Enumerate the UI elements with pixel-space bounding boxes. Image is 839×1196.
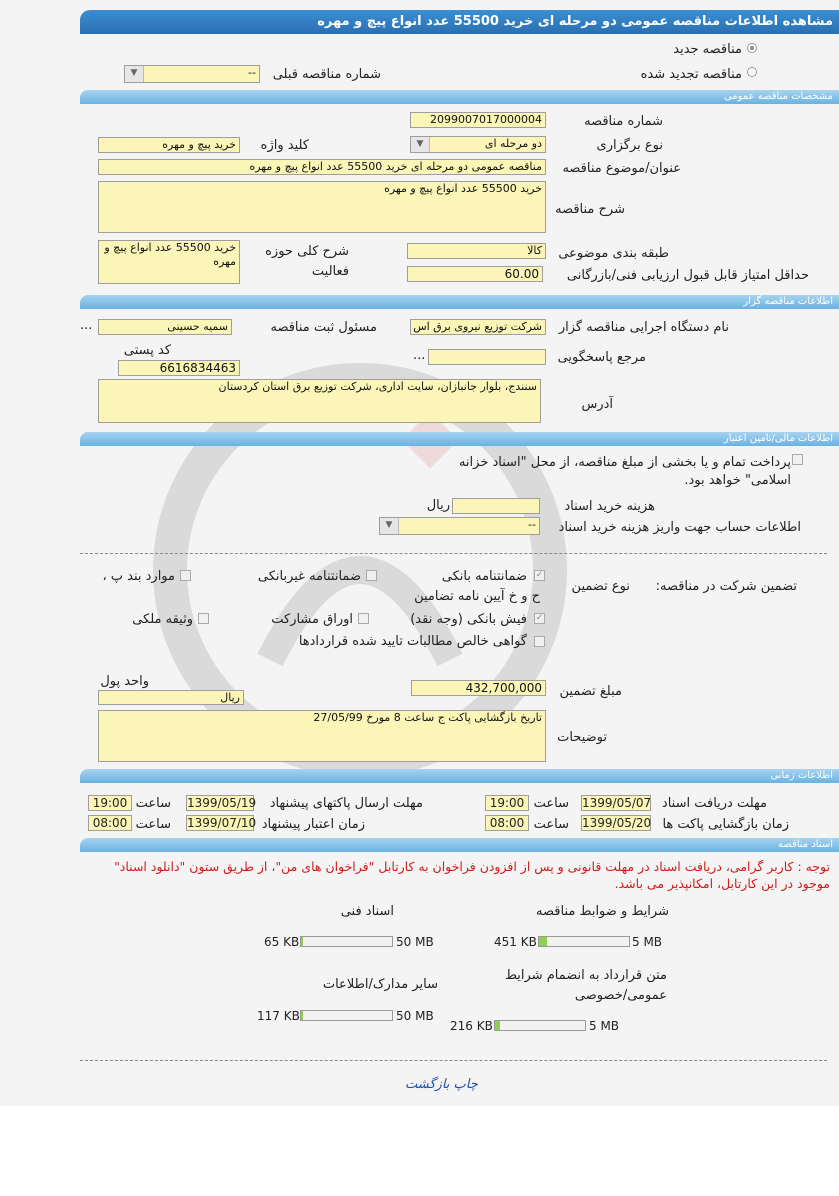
bonds-checkbox[interactable] bbox=[358, 613, 369, 624]
ref-field[interactable] bbox=[428, 349, 546, 365]
section-general: مشخصات مناقصه عمومی bbox=[80, 90, 839, 104]
amount-label: مبلغ تضمین bbox=[559, 684, 622, 699]
claims-label: گواهی خالص مطالبات تایید شده قراردادها bbox=[298, 634, 527, 649]
validity-hour-label: ساعت bbox=[135, 817, 171, 832]
guarantee-rules-label: ح و خ آیین نامه تضامین bbox=[414, 589, 540, 604]
bonds-label: اوراق مشارکت bbox=[271, 612, 353, 627]
guarantee-label: تضمین شرکت در مناقصه: bbox=[655, 579, 797, 594]
treasury-text: پرداخت تمام و یا بخشی از مبلغ مناقصه، از محل "اسناد خزانه اسلامی" خواهد بود. bbox=[458, 455, 791, 488]
doc-terms-progress-fill bbox=[539, 937, 547, 946]
opening-label: زمان بازگشایی پاکت ها bbox=[662, 817, 789, 832]
bank-guarantee-checkbox[interactable]: ✓ bbox=[535, 570, 544, 580]
radio-renewed-label: مناقصه تجدید شده bbox=[640, 67, 742, 82]
doc-technical-size: 65 KB bbox=[264, 935, 300, 949]
chevron-down-icon: ▼ bbox=[125, 66, 144, 82]
send-date-field[interactable]: 1399/05/19 bbox=[187, 796, 257, 810]
notes-field[interactable]: تاریخ بازگشایی پاکت ج ساعت 8 مورخ 27/05/99 bbox=[98, 710, 546, 762]
chevron-down-icon: ▼ bbox=[380, 518, 399, 534]
opening-date-field[interactable]: 1399/05/20 bbox=[582, 816, 652, 830]
receive-date-field[interactable]: 1399/05/07 bbox=[582, 796, 652, 810]
page-title: مشاهده اطلاعات مناقصه عمومی دو مرحله ای خرید 55500 عدد انواع پیچ و مهره bbox=[80, 10, 839, 34]
description-label: شرح مناقصه bbox=[555, 202, 625, 217]
nonbank-guarantee-label: ضمانتنامه غیربانکی bbox=[257, 569, 361, 584]
prev-tender-select[interactable] bbox=[124, 65, 260, 83]
opening-hour-label: ساعت bbox=[533, 817, 569, 832]
address-field[interactable]: سنندج، بلوار جانبازان، سایت اداری، شرکت توزیع برق استان کردستان bbox=[98, 379, 541, 423]
keyword-field[interactable]: خرید پیچ و مهره bbox=[98, 137, 240, 153]
postal-field[interactable]: 6616834463 bbox=[118, 360, 240, 376]
registrar-more-link[interactable]: ... bbox=[80, 318, 93, 333]
doc-contract-size: 216 KB bbox=[450, 1019, 493, 1033]
registrar-label: مسئول ثبت مناقصه bbox=[270, 320, 377, 335]
currency-unit-label: واحد پول bbox=[100, 674, 149, 689]
validity-time-field[interactable]: 08:00 bbox=[88, 815, 132, 831]
section-finance: اطلاعات مالی/تامین اعتبار bbox=[80, 432, 839, 446]
divider bbox=[80, 553, 827, 554]
address-label: آدرس bbox=[581, 397, 613, 412]
category-field[interactable]: کالا bbox=[407, 243, 546, 259]
send-deadline-label: مهلت ارسال پاکتهای پیشنهاد bbox=[269, 796, 423, 811]
category-label: طبقه بندی موضوعی bbox=[558, 246, 669, 261]
doc-technical-progress-fill bbox=[301, 937, 303, 946]
account-label: اطلاعات حساب جهت واریز هزینه خرید اسناد bbox=[558, 520, 801, 535]
other-cases-checkbox[interactable] bbox=[180, 570, 191, 581]
bank-guarantee-label: ضمانتنامه بانکی bbox=[441, 569, 527, 584]
other-cases-label: موارد بند پ ، bbox=[102, 569, 175, 584]
cash-checkbox[interactable]: ✓ bbox=[535, 613, 544, 623]
description-field[interactable]: خرید 55500 عدد انواع پیچ و مهره bbox=[98, 181, 546, 233]
receive-deadline-label: مهلت دریافت اسناد bbox=[661, 796, 767, 811]
doc-technical-max: 50 MB bbox=[396, 935, 434, 949]
tender-type-value: دو مرحله ای bbox=[484, 137, 542, 150]
prev-tender-label: شماره مناقصه قبلی bbox=[272, 67, 381, 82]
org-label: نام دستگاه اجرایی مناقصه گزار bbox=[558, 320, 729, 335]
doc-other-size: 117 KB bbox=[257, 1009, 300, 1023]
tender-type-label: نوع برگزاری bbox=[596, 138, 663, 153]
ref-label: مرجع پاسخگویی bbox=[557, 350, 646, 365]
send-time-field[interactable]: 19:00 bbox=[88, 795, 132, 811]
nonbank-guarantee-checkbox[interactable] bbox=[366, 570, 377, 581]
treasury-checkbox[interactable] bbox=[792, 454, 803, 465]
subject-label: عنوان/موضوع مناقصه bbox=[562, 161, 681, 176]
validity-label: زمان اعتبار پیشنهاد bbox=[261, 817, 365, 832]
chevron-down-icon: ▼ bbox=[411, 137, 430, 152]
doc-technical-progress bbox=[300, 936, 393, 947]
doc-contract-max: 5 MB bbox=[589, 1019, 620, 1033]
account-select[interactable] bbox=[379, 517, 540, 535]
prev-tender-value: -- bbox=[248, 66, 256, 79]
doc-fee-field[interactable] bbox=[452, 498, 540, 514]
guarantee-type-label: نوع تضمین bbox=[571, 579, 630, 594]
doc-other-label: سایر مدارک/اطلاعات bbox=[322, 977, 438, 992]
print-back-link[interactable]: چاپ بازگشت bbox=[405, 1077, 478, 1092]
doc-fee-label: هزینه خرید اسناد bbox=[564, 499, 655, 514]
tender-type-select[interactable] bbox=[410, 136, 546, 153]
validity-date-field[interactable]: 1399/07/10 bbox=[187, 816, 257, 830]
tender-number-label: شماره مناقصه bbox=[584, 114, 663, 129]
subject-field[interactable]: مناقصه عمومی دو مرحله ای خرید 55500 عدد انواع پیچ و مهره bbox=[98, 159, 546, 175]
opening-time-field[interactable]: 08:00 bbox=[485, 815, 529, 831]
property-checkbox[interactable] bbox=[198, 613, 209, 624]
radio-renewed[interactable] bbox=[747, 67, 757, 77]
radio-new[interactable] bbox=[747, 43, 757, 53]
tender-number-field[interactable]: 2099007017000004 bbox=[410, 112, 546, 128]
documents-note: توجه : کاربر گرامی، دریافت اسناد در مهلت قانونی و پس از افزودن فراخوان به کارتابل "فراخوان های من"، از طریق ستون "دانلود اسناد" موجود در این کارتابل، امکانپذیر می باشد. bbox=[114, 859, 830, 891]
divider bbox=[80, 1060, 827, 1061]
section-documents: اسناد مناقصه bbox=[80, 838, 839, 852]
registrar-field[interactable]: سمیه حسینی bbox=[98, 319, 232, 335]
doc-contract-progress bbox=[494, 1020, 586, 1031]
doc-terms-size: 451 KB bbox=[494, 935, 537, 949]
receive-hour-label: ساعت bbox=[533, 796, 569, 811]
cash-label: فیش بانکی (وجه نقد) bbox=[410, 612, 527, 627]
section-organizer: اطلاعات مناقصه گزار bbox=[80, 295, 839, 309]
receive-time-field[interactable]: 19:00 bbox=[485, 795, 529, 811]
radio-new-label: مناقصه جدید bbox=[673, 42, 742, 57]
section-timing: اطلاعات زمانی bbox=[80, 769, 839, 783]
notes-label: توضیحات bbox=[557, 730, 607, 745]
postal-label: کد پستی bbox=[123, 343, 171, 358]
doc-other-max: 50 MB bbox=[396, 1009, 434, 1023]
ref-more-link[interactable]: ... bbox=[413, 348, 426, 363]
scope-label: شرح کلی حوزه فعالیت bbox=[265, 244, 349, 279]
doc-other-progress bbox=[300, 1010, 393, 1021]
doc-contract-progress-fill bbox=[495, 1021, 500, 1030]
keyword-label: کلید واژه bbox=[260, 138, 309, 153]
send-hour-label: ساعت bbox=[135, 796, 171, 811]
doc-terms-progress bbox=[538, 936, 630, 947]
doc-terms-label: شرایط و ضوابط مناقصه bbox=[536, 904, 669, 919]
doc-other-progress-fill bbox=[301, 1011, 303, 1020]
scope-field[interactable]: خرید 55500 عدد انواع پیچ و مهره bbox=[98, 240, 240, 284]
doc-terms-max: 5 MB bbox=[632, 935, 663, 949]
claims-checkbox[interactable] bbox=[534, 636, 545, 647]
currency-unit-field[interactable]: ریال bbox=[98, 690, 244, 705]
min-score-field[interactable]: 60.00 bbox=[407, 266, 543, 282]
org-field[interactable]: شرکت توزیع نیروی برق اس bbox=[410, 319, 546, 335]
account-value: -- bbox=[528, 518, 536, 531]
property-label: وثیقه ملکی bbox=[132, 612, 193, 627]
min-score-label: حداقل امتیاز قابل قبول ارزیابی فنی/بازرگانی bbox=[566, 268, 809, 283]
doc-contract-label: متن قرارداد به انضمام شرایط عمومی/خصوصی bbox=[504, 968, 667, 1003]
doc-technical-label: اسناد فنی bbox=[340, 904, 394, 919]
amount-field[interactable]: 432,700,000 bbox=[411, 680, 546, 696]
doc-fee-currency: ریال bbox=[426, 498, 450, 513]
